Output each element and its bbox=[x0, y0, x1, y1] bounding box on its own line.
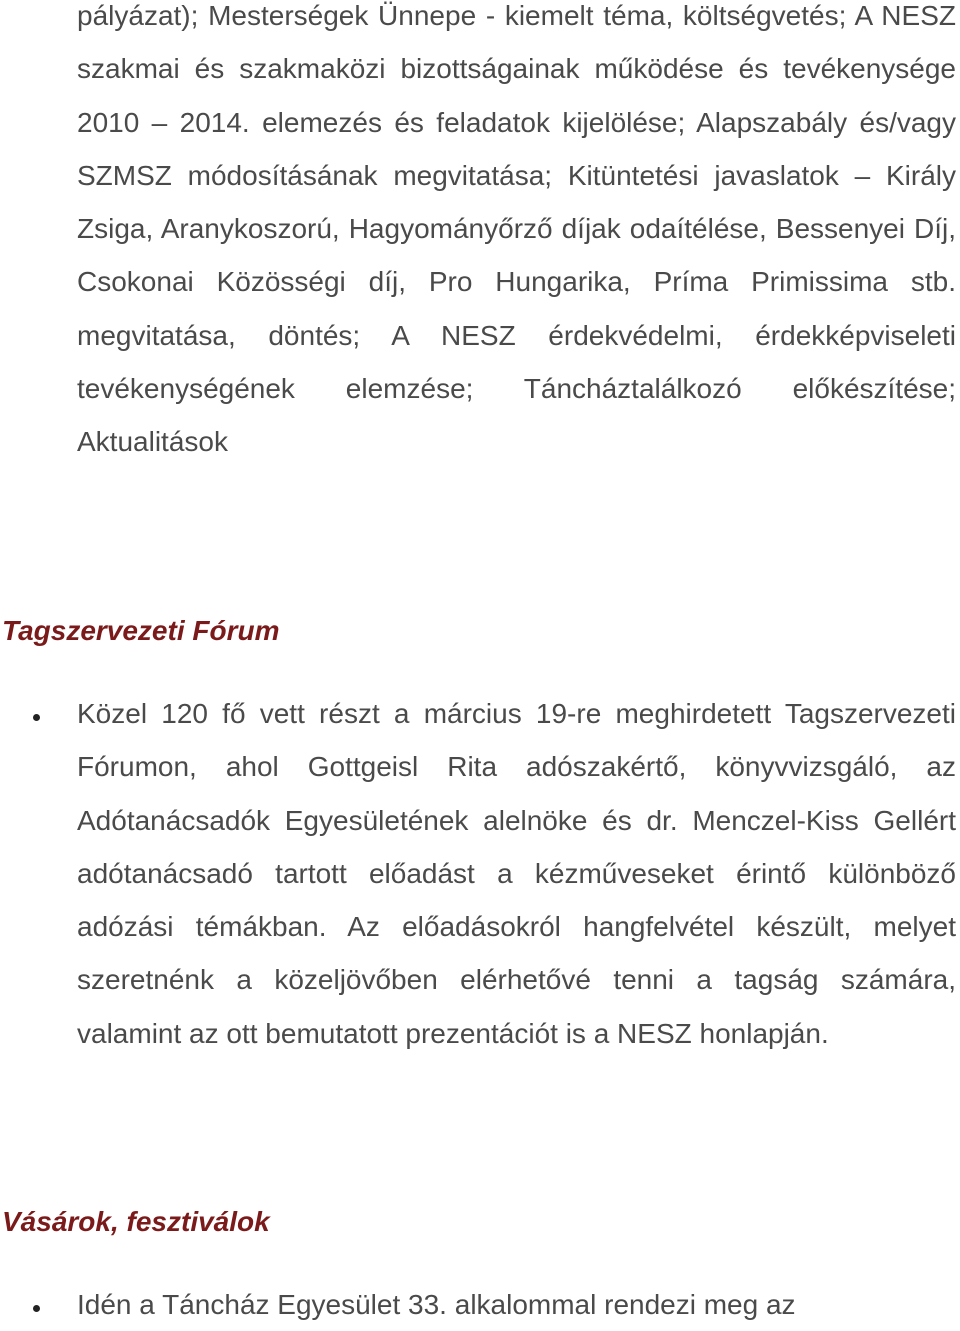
bullet-dot bbox=[33, 1305, 40, 1312]
section-heading-tagszervezeti-forum: Tagszervezeti Fórum bbox=[2, 615, 280, 646]
list-item: Közel 120 fő vett részt a március 19-re meghirdetett Tagszervezeti Fórumon, ahol Gottgeisl Rita adószakértő, könyvvizsgáló, az Adótanácsadók Egyesületének alelnöke és dr. Menczel-Kiss Gellért adótanácsadó tartott előadást a kézműveseket érintő különböző adózási témákban. Az előadásokról hangfelvétel készült, melyet szeretnénk a közeljövőben elérhetővé tenni a tagság számára, valamint az ott bemutatott prezentációt is a NESZ honlapján. bbox=[77, 698, 956, 1049]
intro-paragraph: pályázat); Mesterségek Ünnepe - kiemelt téma, költségvetés; A NESZ szakmai és szakmaközi bizottságainak működése és tevékenysége 2010 – 2014. elemezés és feladatok kijelölése; Alapszabály és/vagy SZMSZ módosításának megvitatása; Kitüntetési javaslatok – Király Zsiga, Aranykoszorú, Hagyományőrző díjak odaítélése, Bessenyei Díj, Csokonai Közösségi díj, Pro Hungarika, Príma Primissima stb. megvitatása, döntés; A NESZ érdekvédelmi, érdekképviseleti tevékenységének elemzése; Táncháztalálkozó előkészítése; Aktualitások bbox=[77, 0, 956, 458]
bullet-dot bbox=[33, 714, 40, 721]
section-heading-vasarok-fesztivalok: Vásárok, fesztiválok bbox=[2, 1206, 270, 1237]
list-item: Idén a Táncház Egyesület 33. alkalommal rendezi meg az bbox=[77, 1289, 796, 1320]
